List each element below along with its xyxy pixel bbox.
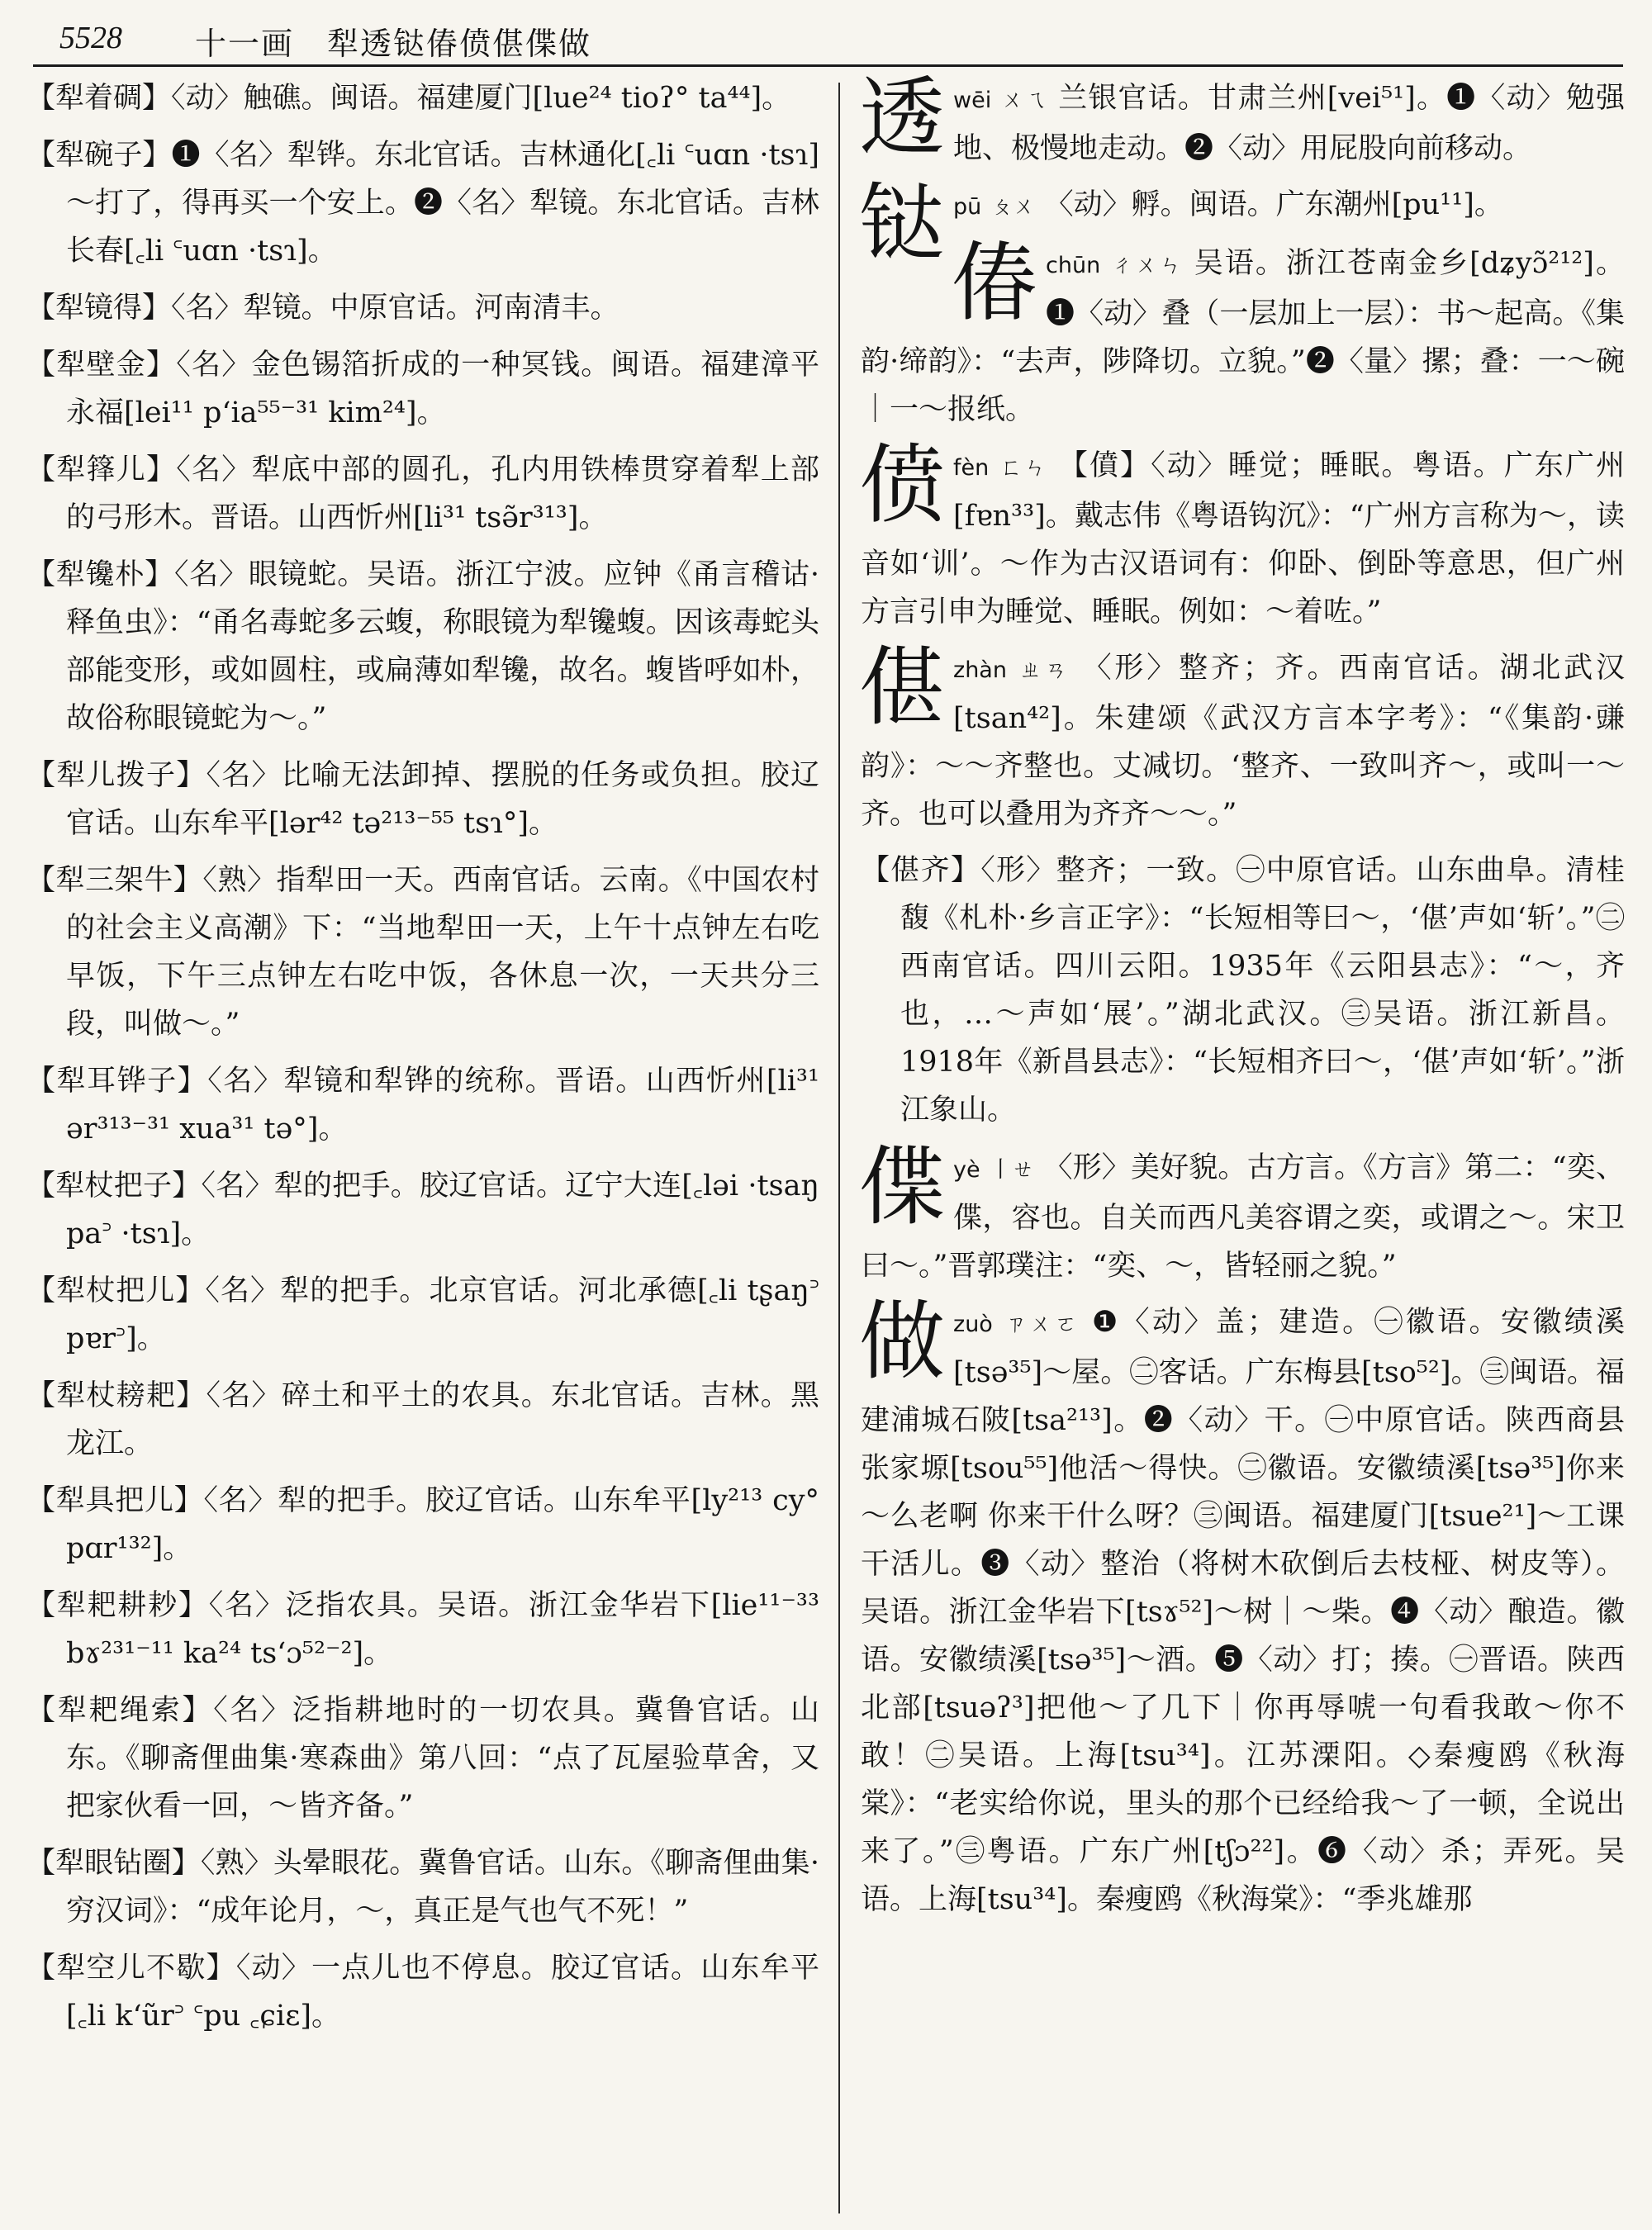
entry: 【犁碗子】❶〈名〉犁铧。东北官话。吉林通化[꜀li ꜂uɑn ·tsɿ]～打了，得再买一个安上。❷〈名〉犁镜。东北官话。吉林长春[꜀li ꜂uɑn ·tsɿ]。 bbox=[26, 139, 819, 268]
pinyin: wēi bbox=[953, 88, 992, 113]
pinyin: zuò bbox=[953, 1312, 993, 1337]
head-character: 𫟼 bbox=[859, 173, 946, 274]
entry: 【犁空儿不歇】〈动〉一点儿也不停息。胶辽官话。山东牟平[꜀li kʻũr꜄ ꜂pu ꜀ɕiɛ]。 bbox=[26, 1952, 819, 2033]
pinyin: pū bbox=[953, 194, 982, 220]
zhuyin: ㄨㄟ bbox=[1001, 88, 1048, 113]
definition: 〈形〉美好貌。古方言。《方言》第二：“奕、偞，容也。自关而西凡美容谓之奕，或谓之～。宋卫曰～。”晋郭璞注：“奕、～，皆轻丽之貌。” bbox=[861, 1151, 1625, 1283]
head-entry bbox=[859, 1136, 1625, 1290]
zhuyin: 丨ㄝ bbox=[989, 1157, 1035, 1183]
entry: 【犁杖把儿】〈名〉犁的把手。北京官话。河北承德[꜀li tʂaŋ꜄ pɐr꜄]。 bbox=[26, 1274, 819, 1355]
header-rule bbox=[33, 64, 1623, 67]
head-entry bbox=[859, 434, 1625, 636]
entry: 【犁儿拨子】〈名〉比喻无法卸掉、摆脱的任务或负担。胶辽官话。山东牟平[lər⁴² tə²¹³⁻⁵⁵ tsɿ°]。 bbox=[26, 759, 819, 840]
zhuyin: ㄓㄢ bbox=[1018, 657, 1070, 683]
entry: 【犁耳铧子】〈名〉犁镜和犁铧的统称。晋语。山西忻州[li³¹ ər³¹³⁻³¹ xua³¹ tə°]。 bbox=[26, 1065, 819, 1146]
page-number: 5528 bbox=[59, 21, 122, 55]
pinyin: fèn bbox=[953, 455, 990, 481]
definition: 〈动〉孵。闽语。广东潮州[pu¹¹]。 bbox=[1044, 188, 1503, 221]
entry: 【犁箨儿】〈名〉犁底中部的圆孔，孔内用铁棒贯穿着犁上部的弓形木。晋语。山西忻州[li³¹ tsə̃r³¹³]。 bbox=[26, 453, 819, 534]
head-character: 偆 bbox=[952, 232, 1038, 333]
head-character: 偡 bbox=[859, 637, 946, 738]
entry: 【犁具把儿】〈名〉犁的把手。胶辽官话。山东牟平[ly²¹³ cy° pɑr¹³²]。 bbox=[26, 1484, 819, 1565]
pinyin: chūn bbox=[1046, 253, 1101, 278]
head-character: 偞 bbox=[859, 1136, 946, 1237]
zhuyin: ㄔㄨㄣ bbox=[1111, 253, 1184, 278]
entry: 【犁三架牛】〈熟〉指犁田一天。西南官话。云南。《中国农村的社会主义高潮》下：“当地犁田一天，上午十点钟左右吃早饭，下午三点钟左右吃中饭，各休息一次，一天共分三段，叫做～。” bbox=[26, 864, 819, 1041]
definition: ❶〈动〉盖；建造。㊀徽语。安徽绩溪[tsə³⁵]～屋。㊁客话。广东梅县[tso⁵²]。㊂闽语。福建浦城石陂[tsa²¹³]。❷〈动〉干。㊀中原官话。陕西商县张家塬[tsou⁵⁵]他活～得快。㊁徽语。安徽绩溪[tsə³⁵]你来～么老啊 你来干什么呀？㊂闽语。福建厦门[tsue²¹]～工课干活儿。❸〈动〉整治（将树木砍倒后去枝桠、树皮等）。吴语。浙江金华岩下[tsɤ⁵²]～树｜～柴。❹〈动〉酿造。徽语。安徽绩溪[tsə³⁵]～酒。❺〈动〉打；揍。㊀晋语。陕西北部[tsuəʔ³]把他～了几下｜你再辱唬一句看我敢～你不敢！㊁吴语。上海[tsu³⁴]。江苏溧阳。◇秦瘦鸥《秋海棠》：“老实给你说，里头的那个已经给我～了一顿，全说出来了。”㊂粤语。广东广州[tʃɔ²²]。❻〈动〉杀；弄死。吴语。上海[tsu³⁴]。秦瘦鸥《秋海棠》：“季兆雄那 bbox=[861, 1306, 1625, 1916]
entry: 【犁眼钻圈】〈熟〉头晕眼花。冀鲁官话。山东。《聊斋俚曲集·穷汉词》：“成年论月，～，真正是气也气不死！” bbox=[26, 1847, 819, 1928]
definition: 吴语。浙江苍南金乡[dʑyɔ̃²¹²]。❶〈动〉叠（一层加上一层）：书～起高。《集韵·缔韵》：“去声，陟降切。立貌。”❷〈量〉摞；叠：一～碗｜一～报纸。 bbox=[861, 247, 1625, 426]
definition: 〈形〉整齐；齐。西南官话。湖北武汉[tsan⁴²]。朱建颂《武汉方言本字考》：“《集韵·豏韵》：～～齐整也。丈减切。‘整齐、一致叫齐～，或叫一～齐。也可以叠用为齐齐～～。” bbox=[861, 652, 1625, 831]
pinyin: yè bbox=[953, 1157, 980, 1183]
entry: 【犁壁金】〈名〉金色锡箔折成的一种冥钱。闽语。福建漳平永福[lei¹¹ pʻia⁵⁵⁻³¹ kim²⁴]。 bbox=[26, 349, 819, 429]
right-column bbox=[859, 67, 1625, 2213]
head-entry bbox=[861, 232, 1625, 434]
definition: 【僨】〈动〉睡觉；睡眠。粤语。广东广州[fɐn³³]。戴志伟《粤语钩沉》：“广州方言称为～，读音如‘训’。～作为古汉语词有：仰卧、倒卧等意思，但广州方言引申为睡觉、睡眠。例如：～着咗。” bbox=[861, 449, 1625, 629]
entry: 【犁镵朴】〈名〉眼镜蛇。吴语。浙江宁波。应钟《甬言稽诂·释鱼虫》：“甬名毒蛇多云蝮，称眼镜为犁镵蝮。因该毒蛇头部能变形，或如圆柱，或扁薄如犁镵，故名。蝮皆呼如朴，故俗称眼镜蛇为～。” bbox=[26, 558, 819, 735]
head-entry bbox=[859, 67, 1625, 173]
head-character: 透 bbox=[859, 67, 946, 168]
left-column bbox=[26, 74, 819, 2213]
zhuyin: ㄆㄨ bbox=[990, 194, 1036, 220]
zhuyin: ㄗㄨㄛ bbox=[1004, 1312, 1080, 1337]
sub-entry: 【偡齐】〈形〉整齐；一致。㊀中原官话。山东曲阜。清桂馥《札朴·乡言正字》：“长短相等曰～，‘偡’声如‘斩’。”㊁西南官话。四川云阳。1935年《云阳县志》：“～，齐也，…～声如‘展’。”湖北武汉。㊂吴语。浙江新昌。1918年《新昌县志》：“长短相齐曰～，‘偡’声如‘斩’。”浙江象山。 bbox=[861, 854, 1625, 1127]
zhuyin: ㄈㄣ bbox=[999, 455, 1048, 481]
head-character: 做 bbox=[859, 1291, 946, 1392]
column-divider bbox=[838, 83, 840, 2213]
running-header: 十一画 犁透𫟼偆偾偡偞做 bbox=[195, 26, 592, 62]
head-entry bbox=[859, 637, 1625, 838]
entry: 【犁着碉】〈动〉触礁。闽语。福建厦门[lue²⁴ tioʔ° ta⁴⁴]。 bbox=[26, 82, 791, 115]
pinyin: zhàn bbox=[953, 657, 1007, 683]
definition: 兰银官话。甘肃兰州[vei⁵¹]。❶〈动〉勉强地、极慢地走动。❷〈动〉用屁股向前移动。 bbox=[953, 82, 1625, 165]
entry: 【犁杖耪耙】〈名〉碎土和平土的农具。东北官话。吉林。黑龙江。 bbox=[26, 1379, 819, 1460]
entry: 【犁杖把子】〈名〉犁的把手。胶辽官话。辽宁大连[꜀ləi ·tsaŋ pa꜄ ·tsɿ]。 bbox=[26, 1170, 819, 1250]
entry: 【犁耙耕耖】〈名〉泛指农具。吴语。浙江金华岩下[lie¹¹⁻³³ bɤ²³¹⁻¹¹ ka²⁴ tsʻɔ⁵²⁻²]。 bbox=[26, 1589, 819, 1670]
entry: 【犁镜得】〈名〉犁镜。中原官话。河南清丰。 bbox=[26, 292, 620, 325]
head-character: 偾 bbox=[859, 434, 946, 535]
head-entry bbox=[859, 1291, 1625, 1924]
entry: 【犁耙绳索】〈名〉泛指耕地时的一切农具。冀鲁官话。山东。《聊斋俚曲集·寒森曲》第八回：“点了瓦屋验草舍，又把家伙看一回，～皆齐备。” bbox=[26, 1694, 819, 1823]
